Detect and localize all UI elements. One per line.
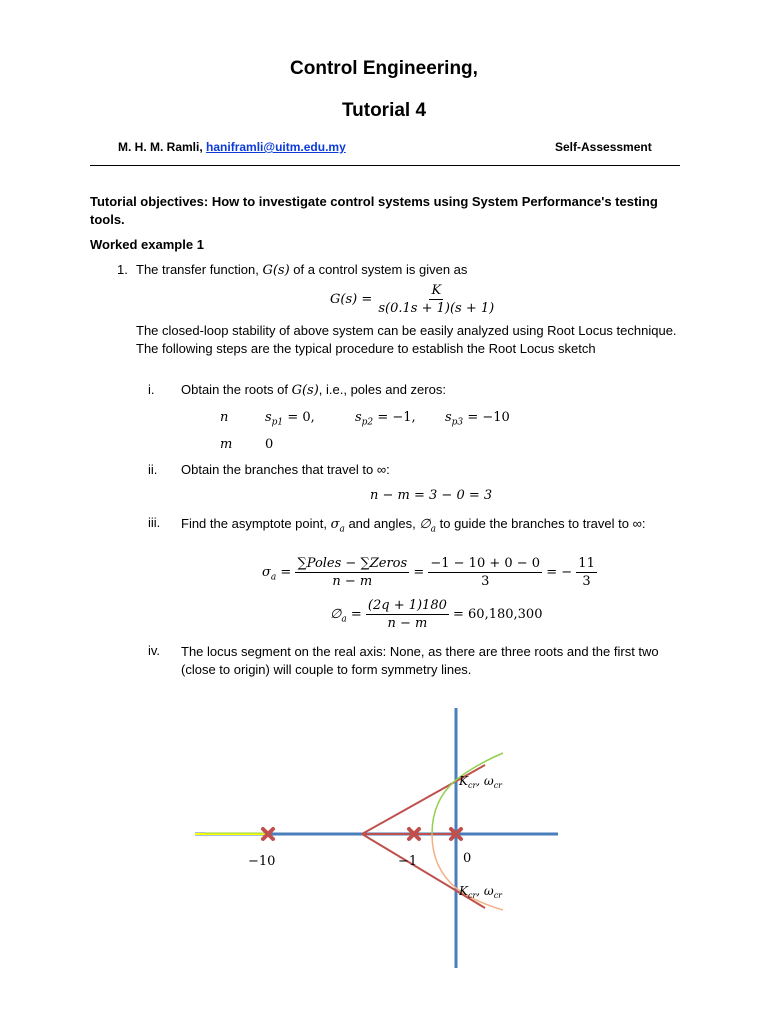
self-assessment-label: Self-Assessment [555, 140, 652, 154]
title-line-2: Tutorial 4 [341, 100, 427, 121]
n-symbol: n [220, 410, 229, 425]
author-email-link[interactable]: haniframli@uitm.edu.my [206, 140, 346, 154]
step-iv-label: iv. [148, 643, 161, 658]
step-ii-label: ii. [148, 462, 158, 477]
step-i-label: i. [148, 382, 155, 397]
label-zero: 0 [463, 851, 472, 866]
step-iii-label: iii. [148, 515, 161, 530]
q1-number: 1. [117, 262, 128, 277]
title-line-1: Control Engineering, [290, 58, 478, 79]
step-iii-text: Find the asymptote point, $\sigma_a$ and angles, $\emptyset_a$ to guide the branches to travel to ∞: [181, 516, 646, 535]
label-minus-10: −10 [248, 854, 276, 869]
header-divider [90, 165, 680, 166]
tutorial-objectives: Tutorial objectives: How to investigate control systems using System Performance's testing tools. [90, 194, 658, 227]
step-i-text: Obtain the roots of G(s), i.e., poles and zeros: [181, 382, 446, 398]
m-symbol: m [220, 437, 233, 452]
kcr-label-upper: $K_{cr}$, $\omega_{cr}$ [459, 774, 503, 790]
asymptote-angle-equation: $\emptyset_a$ = $\frac{(2q + 1)180}{n - m}$ = 60,180,300 [330, 598, 543, 631]
transfer-function-equation: G(s) = $\frac{K}{s(0.1s + 1)(s + 1)}$ [330, 283, 495, 316]
root-locus-diagram [0, 690, 768, 990]
author-line [118, 140, 346, 154]
pole-p3: $s_{p3} = -10$ [445, 410, 510, 428]
pole-p1: $s_{p1} = 0$, [265, 410, 315, 428]
step-iv-text: The locus segment on the real axis: None, as there are three roots and the first two (close to origin) will couple to form symmetry lines. [181, 644, 659, 677]
worked-example-heading: Worked example 1 [90, 237, 204, 252]
asymptote-point-equation: $\sigma_a$ = $\frac{\text{∑Poles − ∑Zeros}}{n - m}$ = $\frac{-1 - 10 + 0 - 0}{3}$ = − $\frac{11}{3}$ [262, 556, 595, 589]
label-minus-1: −1 [398, 854, 418, 869]
locus-branch-green [432, 753, 503, 834]
m-value: 0 [265, 437, 274, 452]
q1-text: The transfer function, G(s) of a control system is given as [136, 262, 468, 278]
kcr-label-lower: $K_{cr}$, $\omega_{cr}$ [459, 884, 503, 900]
pole-p2: $s_{p2} = -1$, [355, 410, 416, 428]
root-locus-paragraph: The closed-loop stability of above system can be easily analyzed using Root Locus technique. The following steps are the typical procedure to establish the Root Locus sketch [136, 323, 677, 356]
author-name: M. H. M. Ramli, [118, 140, 203, 154]
step-ii-text: Obtain the branches that travel to ∞: [181, 462, 390, 477]
branches-equation: n − m = 3 − 0 = 3 [370, 488, 493, 503]
